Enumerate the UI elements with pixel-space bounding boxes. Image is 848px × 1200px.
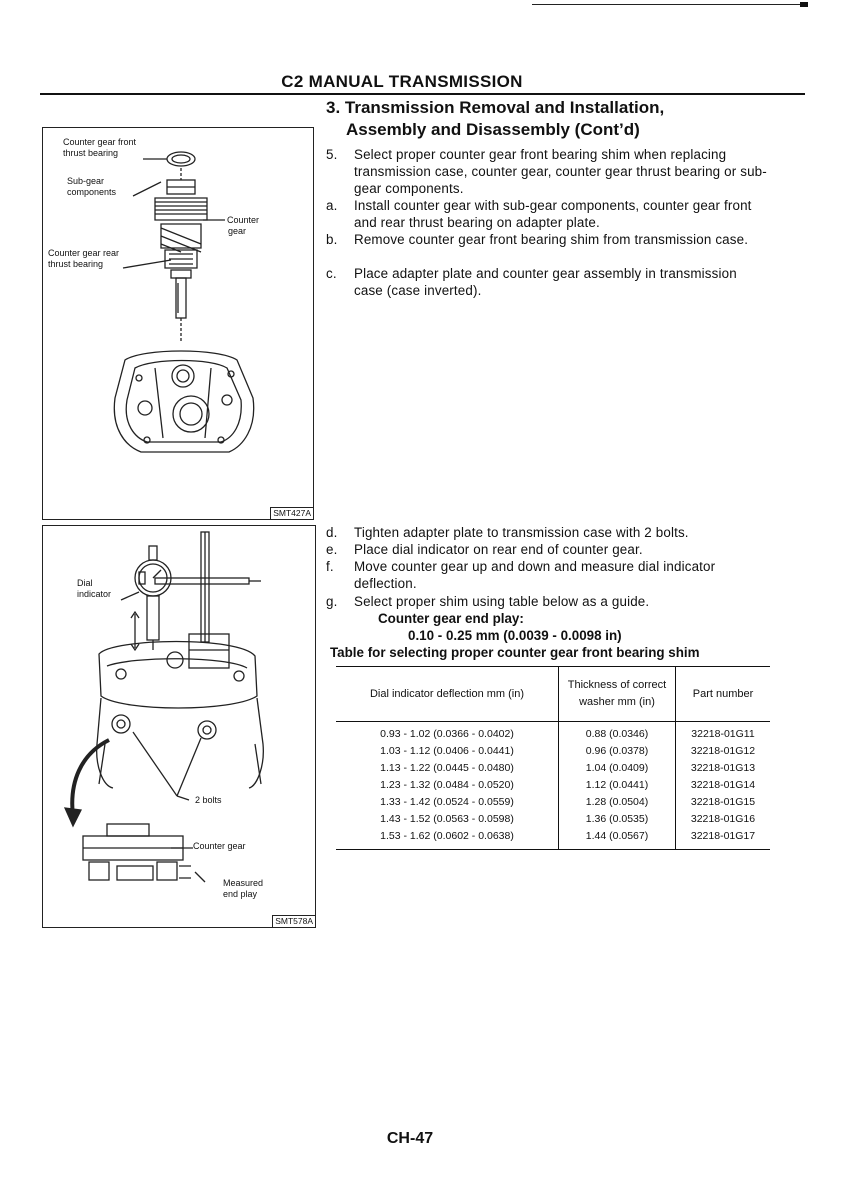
step-5 <box>326 146 768 197</box>
step-label: 5. <box>326 147 338 162</box>
column-header-part-number: Part number <box>676 667 771 722</box>
top-edge-rule <box>532 4 806 5</box>
cell-thickness: 1.28 (0.0504) <box>559 794 676 811</box>
header-rule <box>40 93 805 95</box>
table-row <box>336 811 770 828</box>
procedure-title-line1: 3. Transmission Removal and Installation, <box>326 98 665 117</box>
figure-counter-gear-components <box>42 127 314 520</box>
page-number: CH-47 <box>386 1130 434 1147</box>
step-label: a. <box>326 198 338 213</box>
step-text: Move counter gear up and down and measure dial indicator deflection. <box>354 559 716 591</box>
step-text: Install counter gear with sub-gear components, counter gear front and rear thrust bearing on adapter plate. <box>354 198 752 230</box>
cell-thickness: 0.96 (0.0378) <box>559 743 676 760</box>
label-two-bolts: 2 bolts <box>195 795 222 805</box>
cell-part-number: 32218-01G14 <box>676 777 771 794</box>
step-a <box>326 197 768 231</box>
cell-deflection: 0.93 - 1.02 (0.0366 - 0.0402) <box>380 728 514 740</box>
column-header-deflection: Dial indicator deflection mm (in) <box>336 667 559 722</box>
label-sub-gear-components: Sub-gear components <box>67 176 117 197</box>
step-b <box>326 231 768 248</box>
figure-code: SMT578A <box>272 915 315 927</box>
end-play-label: Counter gear end play: <box>378 611 524 626</box>
table-header-row <box>336 667 770 722</box>
step-text: Place adapter plate and counter gear assembly in transmission case (case inverted). <box>354 266 737 298</box>
table-row <box>336 743 770 760</box>
cell-deflection: 1.43 - 1.52 (0.0563 - 0.0598) <box>380 813 514 825</box>
cell-deflection: 1.23 - 1.32 (0.0484 - 0.0520) <box>380 779 514 791</box>
cell-part-number: 32218-01G16 <box>676 811 771 828</box>
cell-deflection: 1.13 - 1.22 (0.0445 - 0.0480) <box>380 762 514 774</box>
step-label: g. <box>326 594 338 609</box>
cell-thickness: 1.44 (0.0567) <box>559 828 676 850</box>
label-measured-end-play: Measured end play <box>223 878 264 899</box>
end-play-value: 0.10 - 0.25 mm (0.0039 - 0.0098 in) <box>408 628 622 643</box>
procedure-title <box>326 97 664 141</box>
cell-thickness: 1.04 (0.0409) <box>559 760 676 777</box>
figure-code: SMT427A <box>270 507 313 519</box>
step-text: Tighten adapter plate to transmission case with 2 bolts. <box>354 525 689 540</box>
step-f <box>326 558 768 592</box>
step-label: d. <box>326 525 338 540</box>
label-counter-gear: Counter gear <box>227 215 260 236</box>
figure-dial-indicator-measurement <box>42 525 316 928</box>
top-edge-mark <box>800 2 808 7</box>
table-title: Table for selecting proper counter gear front bearing shim <box>330 645 700 660</box>
table-row <box>336 722 770 744</box>
label-counter-gear: Counter gear <box>193 841 246 851</box>
table-row <box>336 828 770 850</box>
label-dial-indicator: Dial indicator <box>77 578 112 599</box>
step-label: c. <box>326 266 337 281</box>
step-text: Remove counter gear front bearing shim from transmission case. <box>354 232 749 247</box>
table-row <box>336 794 770 811</box>
step-c <box>326 265 768 299</box>
cell-part-number: 32218-01G11 <box>676 722 771 744</box>
section-header: C2 MANUAL TRANSMISSION <box>281 72 523 91</box>
cell-deflection: 1.03 - 1.12 (0.0406 - 0.0441) <box>380 745 514 757</box>
cell-deflection: 1.33 - 1.42 (0.0524 - 0.0559) <box>380 796 514 808</box>
cell-deflection: 1.53 - 1.62 (0.0602 - 0.0638) <box>336 828 559 850</box>
table-row <box>336 760 770 777</box>
step-label: e. <box>326 542 338 557</box>
step-text: Place dial indicator on rear end of counter gear. <box>354 542 643 557</box>
cell-part-number: 32218-01G15 <box>676 794 771 811</box>
cell-thickness: 0.88 (0.0346) <box>559 722 676 744</box>
cell-part-number: 32218-01G13 <box>676 760 771 777</box>
step-text: Select proper shim using table below as a guide. <box>354 594 650 609</box>
step-d <box>326 524 768 541</box>
procedure-title-line2: Assembly and Disassembly (Cont’d) <box>346 120 640 139</box>
label-front-thrust-bearing: Counter gear front thrust bearing <box>63 137 137 158</box>
step-label: b. <box>326 232 338 247</box>
cell-thickness: 1.36 (0.0535) <box>559 811 676 828</box>
cell-part-number: 32218-01G12 <box>676 743 771 760</box>
step-label: f. <box>326 559 334 574</box>
column-header-thickness: Thickness of correct washer mm (in) <box>559 667 676 722</box>
cell-thickness: 1.12 (0.0441) <box>559 777 676 794</box>
step-g <box>326 593 768 610</box>
cell-part-number: 32218-01G17 <box>676 828 771 850</box>
table-row <box>336 777 770 794</box>
shim-selection-table <box>336 666 770 850</box>
step-e <box>326 541 768 558</box>
label-rear-thrust-bearing: Counter gear rear thrust bearing <box>48 248 120 269</box>
step-text: Select proper counter gear front bearing shim when replacing transmission case, counter gear, counter gear thrust bearing or sub-gear components. <box>354 147 767 196</box>
